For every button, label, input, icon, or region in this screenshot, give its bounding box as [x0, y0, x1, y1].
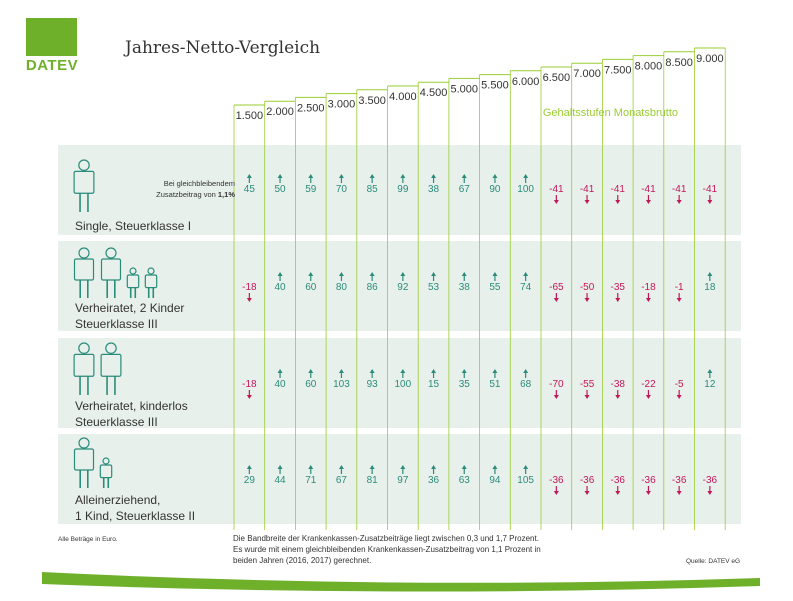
negative-value: -36 — [702, 475, 718, 486]
positive-value: 60 — [305, 282, 317, 293]
positive-value: 86 — [366, 282, 378, 293]
salary-step-label: 2.000 — [266, 106, 294, 119]
positive-value: 71 — [305, 475, 317, 486]
footer-currency-note: Alle Beträge in Euro. — [58, 536, 118, 543]
salary-step-label: 9.000 — [696, 53, 724, 65]
row-label-married-kids — [75, 300, 184, 332]
salary-step-label: 3.000 — [327, 98, 356, 111]
positive-value: 92 — [397, 282, 409, 293]
positive-value: 38 — [427, 184, 440, 195]
positive-value: 94 — [489, 475, 501, 486]
negative-value: -35 — [610, 282, 625, 293]
salary-step-label: 4.500 — [419, 87, 448, 100]
salary-step-label: 8.500 — [665, 56, 693, 69]
positive-value: 55 — [489, 282, 501, 293]
row-label-married-nokids — [75, 398, 188, 430]
positive-value: 51 — [489, 379, 501, 390]
negative-value: -5 — [674, 379, 684, 390]
positive-value: 67 — [458, 184, 470, 195]
negative-value: -38 — [610, 379, 625, 390]
positive-value: 97 — [397, 475, 409, 486]
salary-step-label: 1.500 — [235, 110, 264, 122]
row-label-line1: Alleinerziehend, — [75, 493, 161, 507]
positive-value: 100 — [517, 184, 534, 195]
positive-value: 45 — [243, 184, 255, 195]
negative-value: -36 — [671, 475, 687, 486]
negative-value: -50 — [579, 282, 595, 293]
row-label-single-parent — [75, 492, 195, 524]
bottom-swoosh — [42, 572, 760, 592]
negative-value: -36 — [579, 475, 595, 486]
negative-value: -22 — [641, 379, 656, 390]
contribution-hint — [130, 178, 235, 200]
negative-value: -70 — [549, 379, 564, 390]
positive-value: 18 — [704, 282, 716, 293]
positive-value: 60 — [305, 379, 317, 390]
footer-note-line1: Die Bandbreite der Krankenkassen-Zusatzbeiträge liegt zwischen 0,3 und 1,7 Prozent. — [233, 534, 539, 543]
salary-step-label: 7.000 — [573, 68, 601, 81]
footer-note — [233, 533, 593, 566]
positive-value: 36 — [427, 475, 440, 486]
positive-value: 59 — [305, 184, 317, 195]
salary-step-label: 7.500 — [603, 64, 632, 77]
positive-value: 70 — [335, 184, 348, 195]
row-label-line2: Steuerklasse III — [75, 415, 158, 429]
negative-value: -36 — [610, 475, 625, 486]
positive-value: 67 — [335, 475, 348, 486]
negative-value: -36 — [641, 475, 656, 486]
row-label-line2: Steuerklasse III — [75, 317, 158, 331]
positive-value: 40 — [274, 282, 286, 293]
hint-line-1: Bei gleichbleibendem — [163, 179, 235, 188]
row-label-line1: Verheiratet, kinderlos — [75, 399, 188, 413]
salary-step-label: 3.500 — [358, 94, 386, 107]
hint-line-2 — [130, 189, 235, 200]
negative-value: -18 — [641, 282, 656, 293]
hint-value: 1,1% — [217, 190, 235, 199]
row-label-single — [75, 218, 191, 234]
negative-value: -41 — [579, 184, 595, 195]
salary-step-label: 4.000 — [389, 91, 417, 103]
positive-value: 100 — [394, 379, 412, 390]
salary-step-label: 8.000 — [634, 60, 663, 73]
positive-value: 80 — [335, 282, 348, 293]
negative-value: -41 — [549, 184, 564, 195]
negative-value: -1 — [674, 282, 684, 293]
page-title: Jahres-Netto-Vergleich — [125, 38, 321, 58]
positive-value: 35 — [458, 379, 470, 390]
negative-value: -36 — [549, 475, 564, 486]
hint-prefix: Zusatzbeitrag von — [156, 190, 216, 199]
negative-value: -18 — [242, 379, 257, 390]
salary-step-label: 5.500 — [481, 79, 509, 92]
positive-value: 105 — [517, 475, 534, 486]
positive-value: 40 — [274, 379, 286, 390]
negative-value: -41 — [641, 184, 656, 195]
positive-value: 63 — [458, 475, 470, 486]
axis-label: Gehaltsstufen Monatsbrutto — [542, 107, 678, 119]
row-label-line2: 1 Kind, Steuerklasse II — [75, 509, 196, 523]
positive-value: 29 — [243, 475, 255, 486]
negative-value: -55 — [579, 379, 595, 390]
footer-source: Quelle: DATEV eG — [686, 558, 741, 565]
positive-value: 44 — [274, 475, 286, 486]
positive-value: 15 — [427, 379, 440, 390]
footer-note-line3: beiden Jahren (2016, 2017) gerechnet. — [233, 556, 372, 565]
row-label-line1: Single, Steuerklasse I — [75, 219, 192, 233]
salary-step-label: 6.000 — [511, 75, 540, 88]
negative-value: -41 — [702, 184, 718, 195]
positive-value: 93 — [366, 379, 378, 390]
positive-value: 81 — [366, 475, 378, 486]
positive-value: 68 — [520, 379, 532, 390]
negative-value: -41 — [671, 184, 687, 195]
footer-note-line2: Es wurde mit einem gleichbleibenden Krankenkassen-Zusatzbeitrag von 1,1 Prozent in — [233, 545, 541, 554]
positive-value: 38 — [458, 282, 470, 293]
row-label-line1: Verheiratet, 2 Kinder — [75, 301, 185, 315]
salary-step-label: 5.000 — [450, 83, 479, 96]
negative-value: -18 — [242, 282, 257, 293]
positive-value: 74 — [520, 282, 532, 293]
negative-value: -41 — [610, 184, 625, 195]
positive-value: 103 — [333, 379, 350, 390]
positive-value: 85 — [366, 184, 378, 195]
logo-text: DATEV — [25, 57, 79, 74]
salary-step-label: 2.500 — [296, 102, 325, 115]
positive-value: 90 — [489, 184, 501, 195]
positive-value: 12 — [704, 379, 716, 390]
salary-step-label: 6.500 — [542, 72, 571, 84]
positive-value: 53 — [427, 282, 440, 293]
negative-value: -65 — [549, 282, 564, 293]
positive-value: 50 — [274, 184, 286, 195]
positive-value: 99 — [397, 184, 409, 195]
